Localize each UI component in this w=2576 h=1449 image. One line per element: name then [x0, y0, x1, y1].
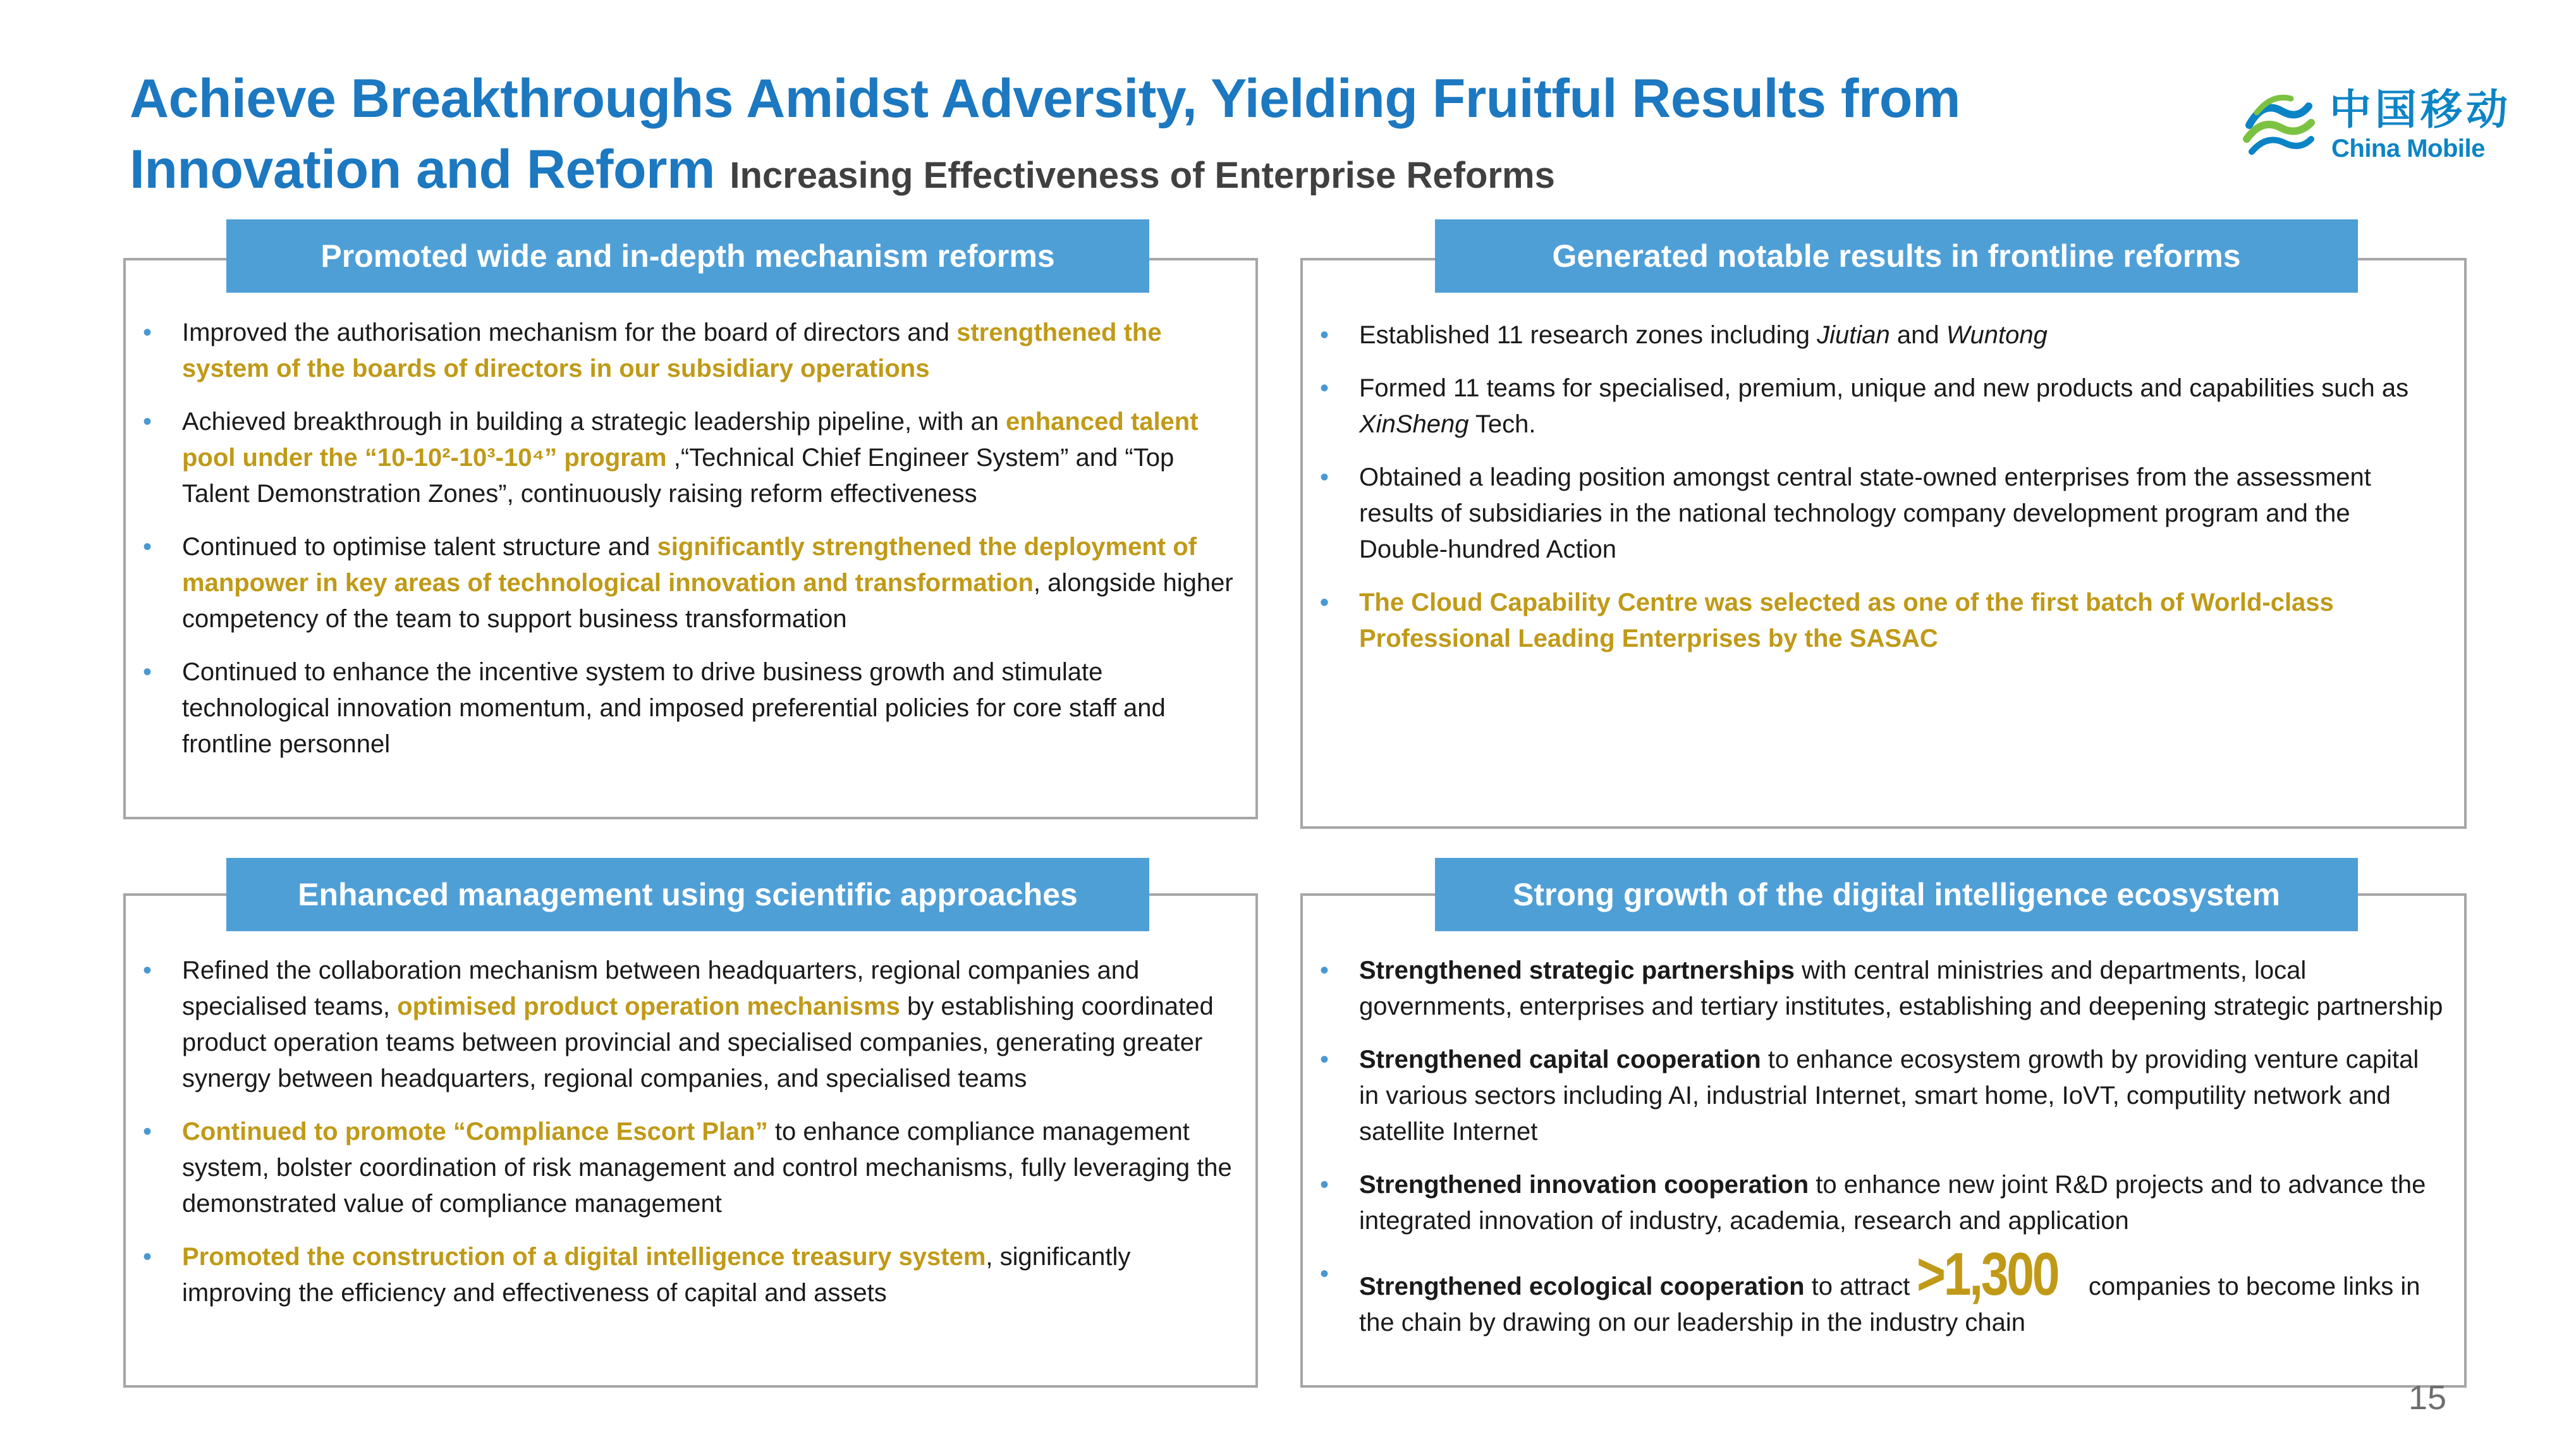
list-item: • Strengthened innovation cooperation to enhance new joint R&D projects and to advance the integrated innovation of industry, academia, research and application [1303, 1167, 2445, 1239]
list-item: • Continued to optimise talent structure and significantly strengthened the deployment of manpower in key areas of technological innovation and transformation, alongside higher competency of the team to support business transformation [126, 529, 1236, 637]
panel-frontline-reforms-header: Generated notable results in frontline reforms [1435, 219, 2358, 293]
list-item: • Formed 11 teams for specialised, premium, unique and new products and capabilities such as XinSheng Tech. [1303, 370, 2445, 443]
list-item: • Obtained a leading position amongst central state-owned enterprises from the assessment results of subsidiaries in the national technology company development program and the Double-hundred Action [1303, 460, 2445, 568]
list-item: • Strengthened ecological cooperation to attract >1,300 companies to become links in the chain by drawing on our leadership in the industry chain [1303, 1256, 2445, 1341]
title-main: Achieve Breakthroughs Amidst Adversity, Yielding Fruitful Results from Innovation and Reform [130, 68, 1960, 200]
panel-scientific-management-header: Enhanced management using scientific approaches [226, 858, 1149, 931]
title-subtitle: Increasing Effectiveness of Enterprise Reforms [729, 155, 1555, 196]
list-item: • Continued to promote “Compliance Escort Plan” to enhance compliance management system, bolster coordination of risk management and control mechanisms, fully leveraging the demonstrated value of compliance management [126, 1114, 1236, 1222]
list-item: • Achieved breakthrough in building a strategic leadership pipeline, with an enhanced talent pool under the “10-10²-10³-10⁴” program ,“Technical Chief Engineer System” and “Top Talent Demonstration Zones”, continuously raising reform effectiveness [126, 404, 1236, 512]
panel-digital-ecosystem-list [1303, 953, 2445, 1358]
companies-count-highlight: >1,300 [1917, 1240, 2058, 1308]
panel-scientific-management-list [126, 953, 1236, 1328]
list-item: • Strengthened strategic partnerships with central ministries and departments, local governments, enterprises and tertiary institutes, establishing and deepening strategic partnership [1303, 953, 2445, 1025]
list-item: • Improved the authorisation mechanism for the board of directors and strengthened the system of the boards of directors in our subsidiary operations [126, 315, 1236, 387]
logo-chinese-text: 中国移动 [2329, 85, 2512, 134]
list-item: • Continued to enhance the incentive system to drive business growth and stimulate technological innovation momentum, and imposed preferential policies for core staff and frontline personnel [126, 654, 1236, 762]
list-item: • Refined the collaboration mechanism between headquarters, regional companies and specialised teams, optimised product operation mechanisms by establishing coordinated product operation teams between provincial and specialised companies, generating greater synergy between headquarters, regional companies, and specialised teams [126, 953, 1236, 1097]
page-title [130, 63, 2152, 211]
china-mobile-logo [2238, 82, 2516, 171]
list-item: • The Cloud Capability Centre was selected as one of the first batch of World-class Professional Leading Enterprises by the SASAC [1303, 585, 2445, 657]
panel-mechanism-reforms-list [126, 315, 1236, 780]
china-mobile-logo-icon [2238, 87, 2320, 169]
list-item: • Promoted the construction of a digital intelligence treasury system, significantly improving the efficiency and effectiveness of capital and assets [126, 1239, 1236, 1311]
page-number: 15 [2408, 1379, 2447, 1417]
list-item: • Established 11 research zones including Jiutian and Wuntong [1303, 317, 2445, 353]
list-item: • Strengthened capital cooperation to enhance ecosystem growth by providing venture capital in various sectors including AI, industrial Internet, smart home, IoVT, computility network and satellite Internet [1303, 1042, 2445, 1150]
panel-mechanism-reforms-header: Promoted wide and in-depth mechanism reforms [226, 219, 1149, 293]
logo-english-text: China Mobile [2331, 135, 2485, 162]
panel-digital-ecosystem-header: Strong growth of the digital intelligence ecosystem [1435, 858, 2358, 931]
panel-frontline-reforms-list [1303, 317, 2445, 674]
